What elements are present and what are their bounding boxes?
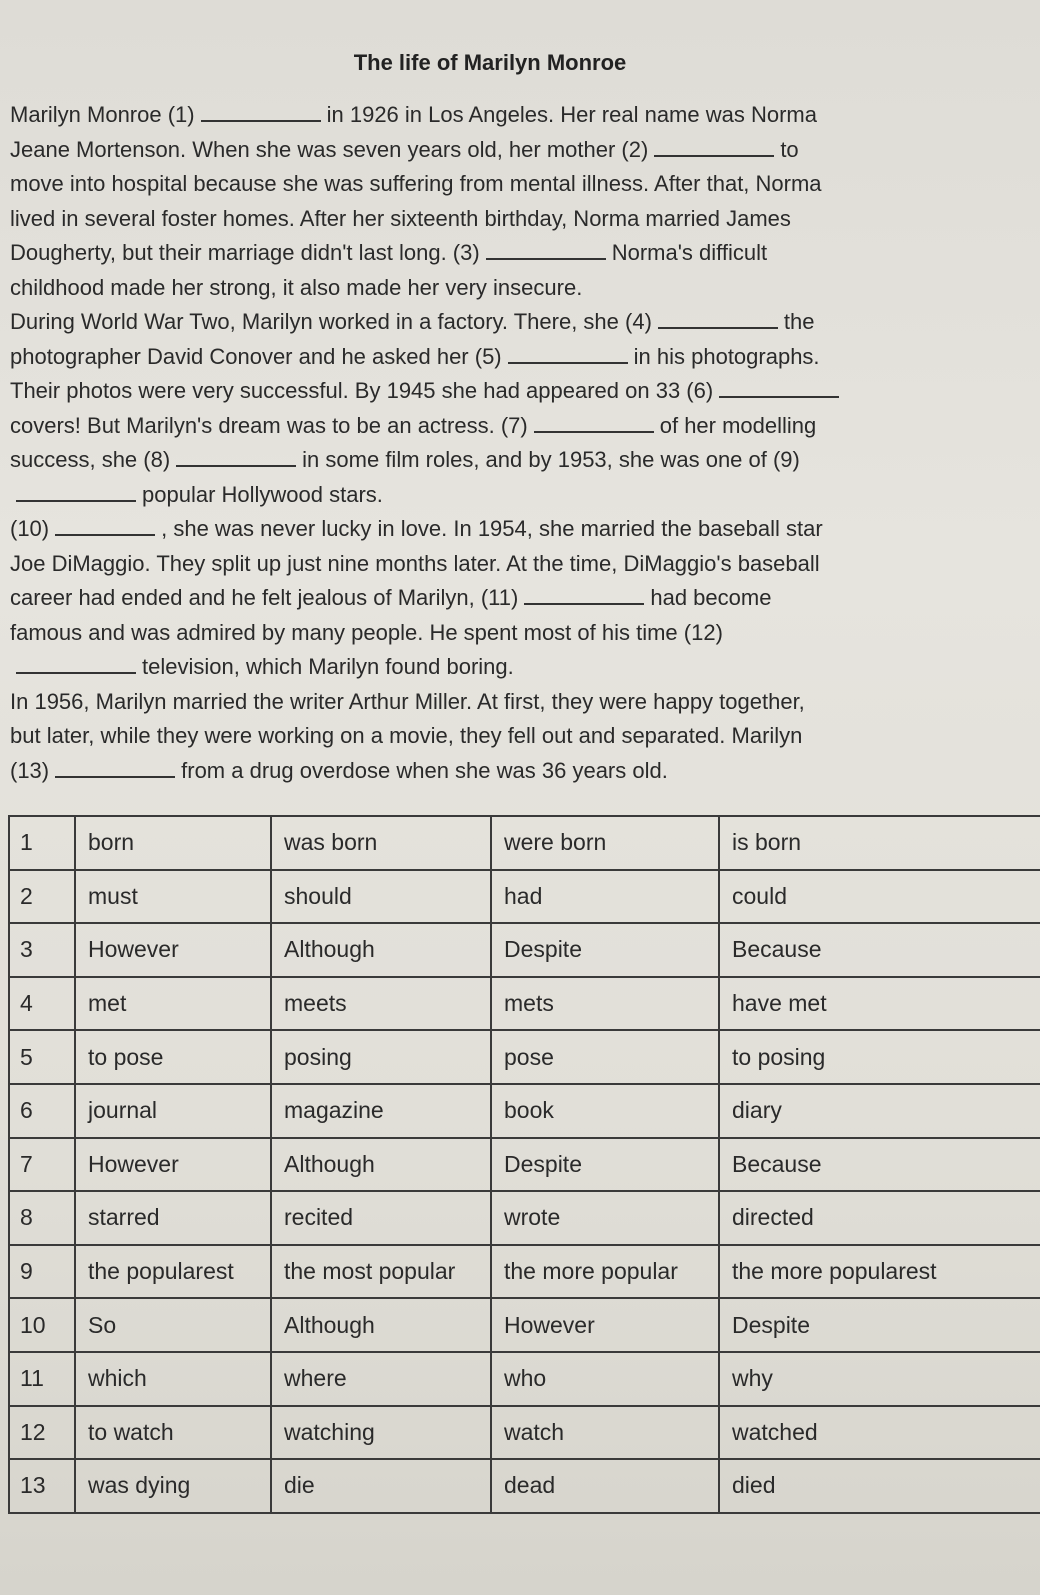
- answer-blank-6[interactable]: [719, 376, 839, 398]
- option-b[interactable]: recited: [271, 1191, 491, 1245]
- answer-options-table: [8, 815, 1040, 1514]
- row-number: 13: [9, 1459, 75, 1513]
- row-number: 5: [9, 1030, 75, 1084]
- option-c[interactable]: mets: [491, 977, 719, 1031]
- option-a[interactable]: to watch: [75, 1406, 271, 1460]
- table-row: [9, 1138, 1040, 1192]
- table-row: [9, 1459, 1040, 1513]
- option-c[interactable]: book: [491, 1084, 719, 1138]
- row-number: 3: [9, 923, 75, 977]
- option-a[interactable]: journal: [75, 1084, 271, 1138]
- option-d[interactable]: is born: [719, 816, 1040, 870]
- option-c[interactable]: dead: [491, 1459, 719, 1513]
- passage-line: Joe DiMaggio. They split up just nine months later. At the time, DiMaggio's baseball: [10, 550, 820, 576]
- row-number: 9: [9, 1245, 75, 1299]
- option-d[interactable]: watched: [719, 1406, 1040, 1460]
- passage-line: photographer David Conover and he asked her (5) in his photographs.: [10, 343, 820, 369]
- option-c[interactable]: Despite: [491, 1138, 719, 1192]
- option-c[interactable]: were born: [491, 816, 719, 870]
- option-a[interactable]: met: [75, 977, 271, 1031]
- answer-blank-2[interactable]: [654, 135, 774, 157]
- option-c[interactable]: However: [491, 1298, 719, 1352]
- option-b[interactable]: magazine: [271, 1084, 491, 1138]
- option-c[interactable]: pose: [491, 1030, 719, 1084]
- passage-line: lived in several foster homes. After her sixteenth birthday, Norma married James: [10, 205, 791, 231]
- passage-line: television, which Marilyn found boring.: [10, 650, 1010, 685]
- option-a[interactable]: However: [75, 923, 271, 977]
- option-d[interactable]: why: [719, 1352, 1040, 1406]
- option-d[interactable]: the more popularest: [719, 1245, 1040, 1299]
- options-body: [9, 816, 1040, 1513]
- answer-blank-3[interactable]: [486, 238, 606, 260]
- passage-line: childhood made her strong, it also made her very insecure.: [10, 274, 583, 300]
- option-a[interactable]: which: [75, 1352, 271, 1406]
- answer-blank-4[interactable]: [658, 307, 778, 329]
- answer-blank-9[interactable]: [16, 480, 136, 502]
- row-number: 1: [9, 816, 75, 870]
- reading-passage: [10, 98, 1010, 788]
- passage-line: but later, while they were working on a movie, they fell out and separated. Marilyn: [10, 723, 803, 748]
- answer-blank-12[interactable]: [16, 652, 136, 674]
- passage-line: During World War Two, Marilyn worked in a factory. There, she (4) the: [10, 309, 815, 334]
- option-b[interactable]: Although: [271, 1138, 491, 1192]
- passage-line: Marilyn Monroe (1) in 1926 in Los Angeles. Her real name was Norma: [10, 102, 817, 127]
- row-number: 2: [9, 870, 75, 924]
- option-d[interactable]: Because: [719, 923, 1040, 977]
- row-number: 10: [9, 1298, 75, 1352]
- option-d[interactable]: could: [719, 870, 1040, 924]
- passage-line: covers! But Marilyn's dream was to be an actress. (7) of her modelling: [10, 412, 817, 438]
- table-row: [9, 1298, 1040, 1352]
- passage-line: In 1956, Marilyn married the writer Arthur Miller. At first, they were happy together,: [10, 688, 805, 714]
- answer-blank-7[interactable]: [534, 411, 654, 433]
- table-row: [9, 1406, 1040, 1460]
- option-d[interactable]: Because: [719, 1138, 1040, 1192]
- table-row: [9, 870, 1040, 924]
- option-a[interactable]: So: [75, 1298, 271, 1352]
- table-row: [9, 816, 1040, 870]
- table-row: [9, 1245, 1040, 1299]
- option-d[interactable]: directed: [719, 1191, 1040, 1245]
- option-b[interactable]: Although: [271, 923, 491, 977]
- option-d[interactable]: have met: [719, 977, 1040, 1031]
- table-row: [9, 923, 1040, 977]
- option-b[interactable]: where: [271, 1352, 491, 1406]
- page-title: The life of Marilyn Monroe: [353, 50, 627, 75]
- option-b[interactable]: should: [271, 870, 491, 924]
- option-b[interactable]: the most popular: [271, 1245, 491, 1299]
- passage-line: success, she (8) in some film roles, and by 1953, she was one of (9): [10, 447, 800, 472]
- answer-blank-1[interactable]: [201, 100, 321, 122]
- answer-blank-8[interactable]: [176, 445, 296, 467]
- table-row: [9, 1352, 1040, 1406]
- option-d[interactable]: to posing: [719, 1030, 1040, 1084]
- row-number: 4: [9, 977, 75, 1031]
- passage-line: Their photos were very successful. By 1945 she had appeared on 33 (6): [10, 374, 1010, 409]
- answer-blank-10[interactable]: [55, 514, 155, 536]
- option-b[interactable]: die: [271, 1459, 491, 1513]
- row-number: 7: [9, 1138, 75, 1192]
- passage-line: (13) from a drug overdose when she was 36 years old.: [10, 757, 668, 783]
- table-row: [9, 1084, 1040, 1138]
- answer-blank-13[interactable]: [55, 756, 175, 778]
- row-number: 12: [9, 1406, 75, 1460]
- option-b[interactable]: posing: [271, 1030, 491, 1084]
- table-row: [9, 977, 1040, 1031]
- option-c[interactable]: the more popular: [491, 1245, 719, 1299]
- passage-line: move into hospital because she was suffering from mental illness. After that, Norma: [10, 171, 822, 196]
- option-c[interactable]: who: [491, 1352, 719, 1406]
- option-c[interactable]: watch: [491, 1406, 719, 1460]
- table-row: [9, 1030, 1040, 1084]
- table-row: [9, 1191, 1040, 1245]
- option-a[interactable]: However: [75, 1138, 271, 1192]
- option-d[interactable]: Despite: [719, 1298, 1040, 1352]
- option-b[interactable]: was born: [271, 816, 491, 870]
- answer-blank-5[interactable]: [508, 342, 628, 364]
- option-b[interactable]: watching: [271, 1406, 491, 1460]
- passage-line: Dougherty, but their marriage didn't last long. (3) Norma's difficult: [10, 240, 768, 265]
- option-c[interactable]: wrote: [491, 1191, 719, 1245]
- row-number: 8: [9, 1191, 75, 1245]
- passage-line: (10) , she was never lucky in love. In 1954, she married the baseball star: [10, 516, 823, 541]
- option-c[interactable]: had: [491, 870, 719, 924]
- passage-line: Jeane Mortenson. When she was seven years old, her mother (2) to: [10, 136, 799, 162]
- passage-line: popular Hollywood stars.: [10, 478, 1010, 513]
- option-a[interactable]: starred: [75, 1191, 271, 1245]
- option-a[interactable]: to pose: [75, 1030, 271, 1084]
- row-number: 6: [9, 1084, 75, 1138]
- option-b[interactable]: meets: [271, 977, 491, 1031]
- row-number: 11: [9, 1352, 75, 1406]
- option-d[interactable]: diary: [719, 1084, 1040, 1138]
- option-c[interactable]: Despite: [491, 923, 719, 977]
- option-d[interactable]: died: [719, 1459, 1040, 1513]
- option-a[interactable]: born: [75, 816, 271, 870]
- option-a[interactable]: was dying: [75, 1459, 271, 1513]
- option-a[interactable]: must: [75, 870, 271, 924]
- passage-line: career had ended and he felt jealous of Marilyn, (11) had become: [10, 585, 772, 610]
- option-a[interactable]: the popularest: [75, 1245, 271, 1299]
- answer-blank-11[interactable]: [524, 583, 644, 605]
- passage-line: famous and was admired by many people. He spent most of his time (12): [10, 619, 723, 645]
- option-b[interactable]: Although: [271, 1298, 491, 1352]
